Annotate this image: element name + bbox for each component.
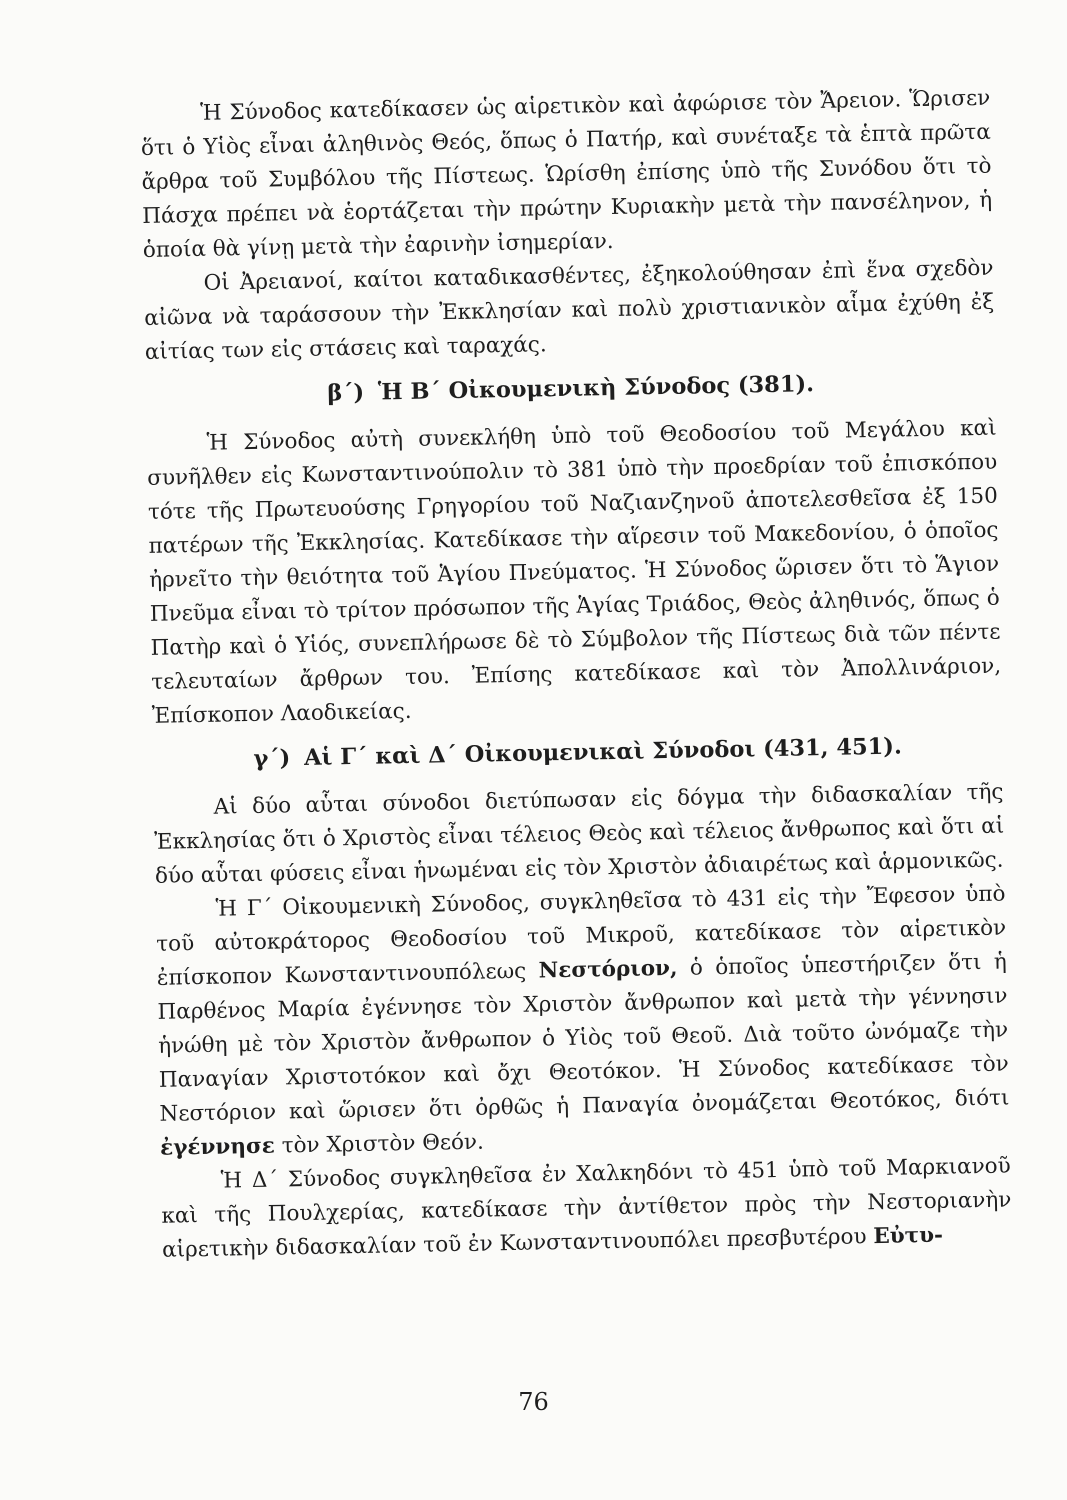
- section-heading-second-council: [145, 364, 995, 414]
- paragraph-third-council: [155, 878, 1010, 1166]
- bold-term-nestorius: Νεστόριον,: [538, 955, 678, 984]
- paragraph-two-natures: Αἱ δύο αὗται σύνοδοι διετύπωσαν εἰς δόγμα τὴν διδασκαλίαν τῆς Ἐκκλησίας ὅτι ὁ Χριστὸς εἶναι τέλειος Θεὸς καὶ τέλειος ἄνθρωπος καὶ ὅτι αἱ δύο αὗται φύσεις εἶναι ἡνωμέναι εἰς τὸν Χριστὸν ἀδιαιρέτως καὶ ἁρμονικῶς.: [154, 779, 1005, 889]
- paragraph-fourth-council: [161, 1149, 1013, 1267]
- section-title: Ἡ Β΄ Οἰκουμενικὴ Σύνοδος (381).: [377, 371, 815, 406]
- text-run: τὸν Χριστὸν Θεόν.: [274, 1129, 485, 1159]
- page-body: [140, 82, 1012, 1268]
- section-number: γ΄): [253, 745, 291, 772]
- section-number: β΄): [327, 379, 365, 407]
- page-number: 76: [518, 1388, 549, 1416]
- text-run: ὁ ὁποῖος ὑπεστήριζεν ὅτι ἡ Παρθένος Μαρία ἐγέννησε τὸν Χριστὸν ἄνθρωπον καὶ μετὰ τὴν γέννησιν ἡνώθη μὲ τὸν Χριστὸν ἄνθρωπον ὁ Υἱὸς τοῦ Θεοῦ. Διὰ τοῦτο ὠνόμαζε τὴν Παναγίαν Χριστοτόκον καὶ ὄχι Θεοτόκον. Ἡ Σύνοδος κατεδίκασε τὸν Νεστόριον καὶ ὥρισεν ὅτι ὀρθῶς ἡ Παναγία ὀνομάζεται Θεοτόκος, διότι: [157, 949, 1010, 1127]
- paragraph-arians: Οἱ Ἀρειανοί, καίτοι καταδικασθέντες, ἐξηκολούθησαν ἐπὶ ἕνα σχεδὸν αἰῶνα νὰ ταράσσουν τὴν Ἐκκλησίαν καὶ πολὺ χριστιανικὸν αἷμα ἐχύθη ἐξ αἰτίας των εἰς στάσεις καὶ ταραχάς.: [143, 255, 995, 365]
- text-run: Ἡ Γ΄ Οἰκουμενικὴ Σύνοδος, συγκληθεῖσα τὸ 431 εἰς τὴν Ἔφεσον ὑπὸ τοῦ αὐτοκράτορος Θεοδοσίου τοῦ Μικροῦ, κατεδίκασε τὸν αἱρετικὸν ἐπίσκοπον Κωνσταντινουπόλεως: [156, 881, 1007, 991]
- section-heading-third-fourth-councils: [152, 728, 1002, 778]
- bold-term-eutyches: Εὐτυ-: [873, 1222, 944, 1250]
- paragraph-nicaea-decisions: Ἡ Σύνοδος κατεδίκασεν ὡς αἱρετικὸν καὶ ἀφώρισε τὸν Ἄρειον. Ὥρισεν ὅτι ὁ Υἱὸς εἶναι ἀληθινὸς Θεός, ὅπως ὁ Πατήρ, καὶ συνέταξε τὰ ἑπτὰ πρῶτα ἄρθρα τοῦ Συμβόλου τῆς Πίστεως. Ὡρίσθη ἐπίσης ὑπὸ τῆς Συνόδου ὅτι τὸ Πάσχα πρέπει νὰ ἑορτάζεται τὴν πρώτην Κυριακὴν μετὰ τὴν πανσέληνον, ἡ ὁποία θὰ γίνῃ μετὰ τὴν ἐαρινὴν ἰσημερίαν.: [140, 85, 993, 263]
- paragraph-second-council: Ἡ Σύνοδος αὐτὴ συνεκλήθη ὑπὸ τοῦ Θεοδοσίου τοῦ Μεγάλου καὶ συνῆλθεν εἰς Κωνσταντινούπολιν τὸ 381 ὑπὸ τὴν προεδρίαν τοῦ ἐπισκόπου τότε τῆς Πρωτευούσης Γρηγορίου τοῦ Ναζιανζηνοῦ ἀποτελεσθεῖσα ἐξ 150 πατέρων τῆς Ἐκκλησίας. Κατεδίκασε τὴν αἵρεσιν τοῦ Μακεδονίου, ὁ ὁποῖος ἠρνεῖτο τὴν θειότητα τοῦ Ἁγίου Πνεύματος. Ἡ Σύνοδος ὥρισεν ὅτι τὸ Ἅγιον Πνεῦμα εἶναι τὸ τρίτον πρόσωπον τῆς Ἁγίας Τριάδος, Θεὸς ἀληθινός, ὅπως ὁ Πατὴρ καὶ ὁ Υἱός, συνεπλήρωσε δὲ τὸ Σύμβολον τῆς Πίστεως διὰ τῶν πέντε τελευταίων ἄρθρων του. Ἐπίσης κατεδίκασε καὶ τὸν Ἀπολλινάριον, Ἐπίσκοπον Λαοδικείας.: [147, 415, 1002, 729]
- section-title: Αἱ Γ΄ καὶ Δ΄ Οἰκουμενικαὶ Σύνοδοι (431, 451).: [303, 733, 903, 771]
- text-run: Ἡ Δ΄ Σύνοδος συγκληθεῖσα ἐν Χαλκηδόνι τὸ 451 ὑπὸ τοῦ Μαρκιανοῦ καὶ τῆς Πουλχερίας, κατεδίκασε τὴν ἀντίθετον πρὸς τὴν Νεστοριανὴν αἱρετικὴν διδασκαλίαν τοῦ ἐν Κωνσταντινουπόλει πρεσβυτέρου: [161, 1153, 1012, 1263]
- bold-term-egennese: ἐγέννησε: [159, 1133, 276, 1161]
